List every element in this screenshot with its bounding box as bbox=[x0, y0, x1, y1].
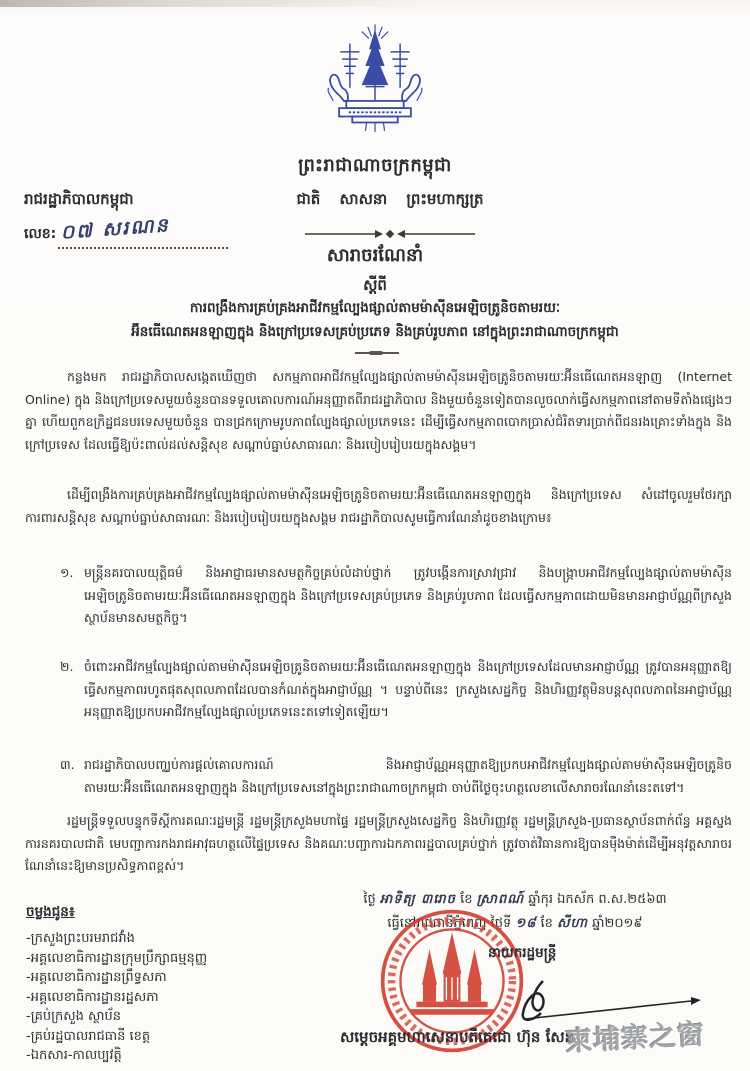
reference-number-handwriting: ០៧ សរណន bbox=[60, 214, 171, 244]
instruction-list bbox=[60, 562, 732, 808]
date-printed-text: ខែ bbox=[540, 916, 553, 931]
title-separator bbox=[355, 352, 399, 354]
distribution-item: -អគ្គលេខាធិការដ្ឋានព្រឹទ្ធសភា bbox=[26, 970, 167, 985]
kingdom-title: ព្រះរាជាណាចក្រកម្ពុជា bbox=[298, 155, 452, 176]
list-item-text: មន្ត្រីនគរបាលយុត្តិធម៌ និងអាជ្ញាធរមានសមត្ថកិច្ចគ្រប់លំដាប់ថ្នាក់ ត្រូវបង្កើនការស្រាវជ្រាវ និងបង្ក្រាបអាជីវកម្មល្បែងផ្សាល់តាមម៉ាស៊ីនអេឡិចត្រូនិចតាមរយៈអ៊ីនធើណេតអនឡាញក្នុង និងក្រៅប្រទេសគ្រប់ប្រភេទ និងគ្រប់រូបភាព ដែលធ្វើសកម្មភាពដោយមិនមានអាជ្ញាប័ណ្ណពីក្រសួង ស្ថាប័នមានសមត្ថកិច្ច។ bbox=[84, 565, 732, 625]
distribution-list-label: ចម្លងជូន៖ bbox=[26, 904, 75, 920]
list-item bbox=[60, 754, 732, 808]
motto-separator bbox=[305, 224, 475, 234]
date-handwriting: ១៨ bbox=[515, 916, 537, 931]
distribution-item: -អគ្គលេខាធិការដ្ឋានក្រុមប្រឹក្សាធម្មនុញ្ញ bbox=[26, 950, 208, 966]
date-printed-text: ធ្វើនៅរាជធានីភ្នំពេញ ថ្ងៃទី bbox=[387, 916, 512, 931]
distribution-item: -គ្រប់រដ្ឋបាលរាជធានី ខេត្ត bbox=[26, 1028, 151, 1044]
list-item bbox=[60, 562, 732, 650]
list-item-number: ២. bbox=[60, 659, 74, 674]
government-name: រាជរដ្ឋាភិបាលកម្ពុជា bbox=[24, 190, 134, 208]
list-item-number: ១. bbox=[60, 565, 74, 580]
distribution-item: -អគ្គលេខាធិការដ្ឋានរដ្ឋសភា bbox=[26, 989, 159, 1005]
watermark-text: 柬埔寨之窗 bbox=[564, 1019, 706, 1058]
scan-edge-shadow bbox=[0, 0, 420, 7]
distribution-list bbox=[26, 903, 356, 1066]
document-title-line1: ការពង្រឹងការគ្រប់គ្រងអាជីវកម្មល្បែងផ្សាល់តាមម៉ាស៊ីនអេឡិចត្រូនិចតាមរយៈ bbox=[189, 300, 561, 316]
date-handwriting: អាទិត្យ ៣រោច bbox=[379, 892, 456, 907]
date-handwriting: ស្រាពណ៍ bbox=[476, 892, 525, 907]
distribution-item: -ក្រសួងព្រះបរមរាជវាំង bbox=[26, 931, 135, 946]
body-paragraph-1: កន្លងមក រាជរដ្ឋាភិបាលសង្កេតឃើញថា សកម្មភាពអាជីវកម្មល្បែងផ្សាល់តាមម៉ាស៊ីនអេឡិចត្រូនិចតាមរយៈអ៊ីនធើណេតអនឡាញ (Internet Online) ក្នុង និងក្រៅប្រទេសមួយចំនួនបានទទួលគោលការណ៍អនុញ្ញាតពីរាជរដ្ឋាភិបាល និងមួយចំនួនទៀតបានលួចលាក់ធ្វើសកម្មភាពនៅតាមទីតាំងផ្សេងៗគ្នា ហើយពួកឧក្រិដ្ឋជនបរទេសមួយចំនួន បានជ្រកក្រោមរូបភាពល្បែងផ្សាល់ប្រភេទនេះ ដើម្បីធ្វើសកម្មភាពបោកប្រាស់ជំរិតទារប្រាក់ពីជនរងគ្រោះទាំងក្នុង និងក្រៅប្រទេស ដែលធ្វើឱ្យប៉ះពាល់ដល់សន្តិសុខ សណ្តាប់ធ្នាប់សាធារណៈ និងរបៀបរៀបរយក្នុងសង្គម។ bbox=[25, 369, 732, 452]
subject-label: ស្តីពី bbox=[363, 276, 387, 294]
date-handwriting: សីហា bbox=[557, 916, 588, 931]
list-item-text: ចំពោះអាជីវកម្មល្បែងផ្សាល់តាមម៉ាស៊ីនអេឡិចត្រូនិចតាមរយៈអ៊ីនធើណេតអនឡាញក្នុង និងក្រៅប្រទេសដែលមានអាជ្ញាប័ណ្ណ ត្រូវបានអនុញ្ញាតឱ្យធ្វើសកម្មភាពរហូតផុតសុពលភាពដែលបានកំណត់ក្នុងអាជ្ញាប័ណ្ណ ។ បន្ទាប់ពីនេះ ក្រសួងសេដ្ឋកិច្ច និងហិរញ្ញវត្ថុមិនបន្តសុពលភាពនៃអាជ្ញាប័ណ្ណអនុញ្ញាតឱ្យប្រកបអាជីវកម្មល្បែងផ្សាល់ប្រភេទនេះតទៅទៀតឡើយ។ bbox=[84, 659, 732, 719]
date-printed-text: ខែ bbox=[460, 892, 473, 907]
date-printed-text: ឆ្នាំកុរ ឯកស័ក ព.ស.២៥៦៣ bbox=[528, 892, 667, 907]
prime-minister-name: សម្តេចអគ្គមហាសេនាបតីតេជោ ហ៊ុន សែន bbox=[340, 1028, 575, 1046]
document-type-title: សារាចរណែនាំ bbox=[326, 245, 424, 266]
list-item bbox=[60, 656, 732, 748]
national-motto: ជាតិ សាសនា ព្រះមហាក្សត្រ bbox=[296, 190, 484, 208]
document-title-line2: អ៊ីនធើណេតអនឡាញក្នុង និងក្រៅប្រទេសគ្រប់ប្រភេទ និងគ្រប់រូបភាព នៅក្នុងព្រះរាជាណាចក្រកម្ពុជា bbox=[131, 324, 619, 340]
list-item-text: រាជរដ្ឋាភិបាលបញ្ឈប់ការផ្តល់គោលការណ៍ និងអាជ្ញាប័ណ្ណអនុញ្ញាតឱ្យប្រកបអាជីវកម្មល្បែងផ្សាល់តាមម៉ាស៊ីនអេឡិចត្រូនិចតាមរយៈអ៊ីនធើណេតអនឡាញក្នុង និងក្រៅប្រទេសនៅក្នុងព្រះរាជាណាចក្រកម្ពុជា ចាប់ពីថ្ងៃចុះហត្ថលេខាលើសារាចរណែនាំនេះតទៅ។ bbox=[84, 757, 732, 795]
date-printed-text: ថ្ងៃ bbox=[363, 892, 376, 907]
date-printed-text: ឆ្នាំ២០១៩ bbox=[592, 916, 643, 931]
distribution-item: -គ្រប់ក្រសួង ស្ថាប័ន bbox=[26, 1009, 121, 1024]
list-item-number: ៣. bbox=[60, 757, 75, 772]
prime-minister-title: នាយករដ្ឋមន្ត្រី bbox=[488, 945, 557, 961]
distribution-item: -ឯកសារ-កាលប្បវត្តិ bbox=[26, 1048, 122, 1063]
body-paragraph-2: ដើម្បីពង្រឹងការគ្រប់គ្រងអាជីវកម្មល្បែងផ្សាល់តាមម៉ាស៊ីនអេឡិចត្រូនិចតាមរយៈអ៊ីនធើណេតអនឡាញក្នុង និងក្រៅប្រទេស សំដៅចូលរួមថែរក្សាការពារសន្តិសុខ សណ្តាប់ធ្នាប់សាធារណៈ និងរបៀបរៀបរយក្នុងសង្គម រាជរដ្ឋាភិបាលសូមធ្វើការណែនាំដូចខាងក្រោម៖ bbox=[25, 487, 732, 525]
closing-paragraph: រដ្ឋមន្ត្រីទទួលបន្ទុកទីស្តីការគណៈរដ្ឋមន្ត្រី រដ្ឋមន្ត្រីក្រសួងមហាផ្ទៃ រដ្ឋមន្ត្រីក្រសួងសេដ្ឋកិច្ច និងហិរញ្ញវត្ថុ រដ្ឋមន្ត្រីក្រសួង-ប្រធានស្ថាប័នពាក់ព័ន្ធ អគ្គស្នងការនគរបាលជាតិ មេបញ្ជាការកងរាជអាវុធហត្ថលើផ្ទៃប្រទេស និងគណៈបញ្ជាការឯកភាពរដ្ឋបាលគ្រប់ថ្នាក់ ត្រូវចាត់វិធានការឱ្យបានម៉ឺងម៉ាត់ដើម្បីអនុវត្តសារាចរណែនាំនេះឱ្យមានប្រសិទ្ធភាពខ្ពស់។ bbox=[25, 813, 732, 873]
reference-label: លេខ: bbox=[24, 226, 57, 242]
royal-arms-of-cambodia-icon bbox=[315, 22, 435, 154]
